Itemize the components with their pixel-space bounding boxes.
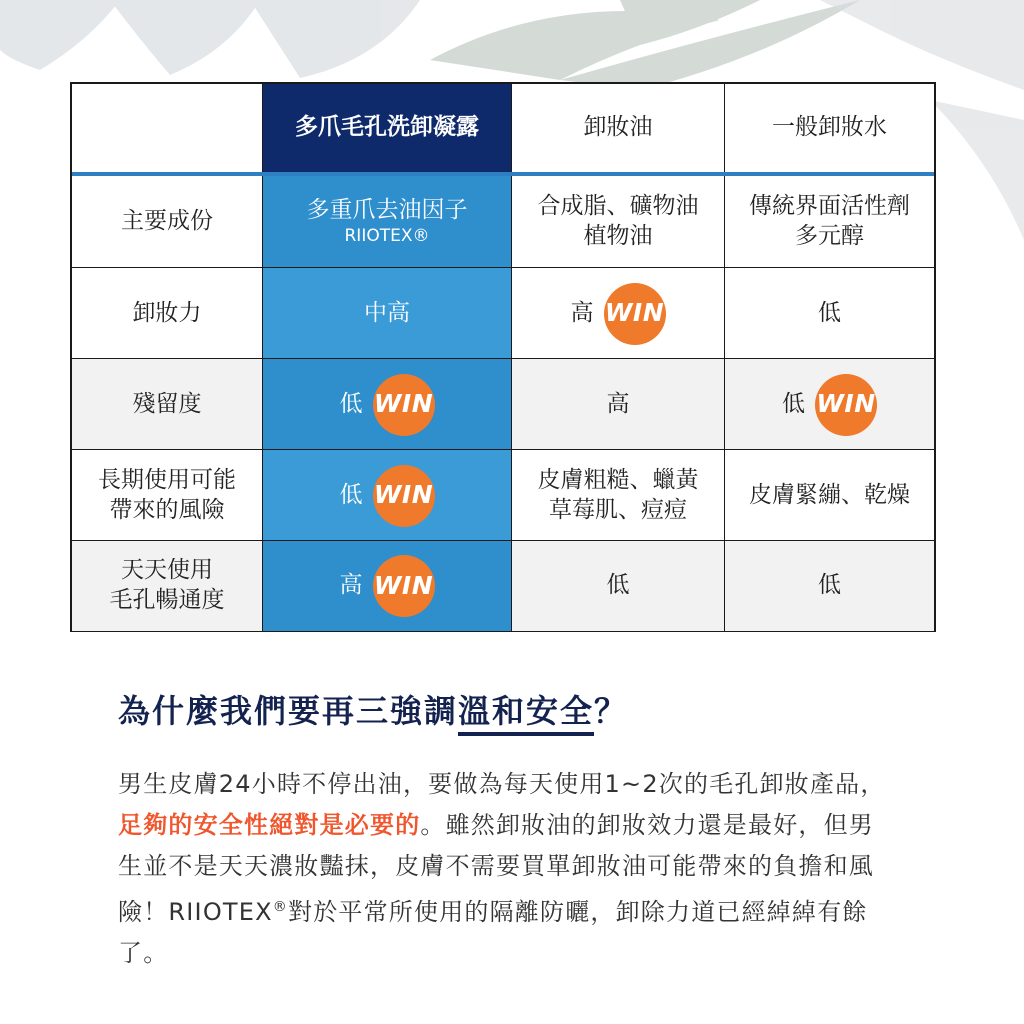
gel-value: 低 WIN — [263, 450, 512, 541]
paragraph-part1: 男生皮膚24小時不停出油，要做為每天使用1~2次的毛孔卸妝產品， — [118, 770, 886, 798]
paragraph-highlight: 足夠的安全性絕對是必要的 — [118, 811, 421, 839]
win-badge: WIN — [815, 374, 877, 436]
row-label: 卸妝力 — [72, 268, 263, 359]
paragraph-part3: 對於平常所使用的隔離防曬，卸除力道已經綽綽有餘了。 — [118, 898, 868, 967]
row-label: 天天使用 毛孔暢通度 — [72, 541, 263, 631]
water-value: 低 — [725, 541, 934, 631]
paragraph-part2: 。雖然卸妝油的卸妝效力還是最好，但男生並不是天天濃妝豔抹，皮膚不需要買單卸妝油可能帶來的負擔和風險！RIIOTEX — [118, 811, 875, 926]
heading-prefix: 為什麼我們要再三強調 — [118, 692, 459, 730]
row-label: 殘留度 — [72, 359, 263, 450]
header-micellar-water: 一般卸妝水 — [772, 114, 887, 141]
gel-value: 高 WIN — [263, 541, 512, 631]
table-row — [72, 358, 934, 450]
win-badge: WIN — [373, 465, 435, 527]
row-label: 主要成份 — [72, 176, 263, 267]
registered-mark: ® — [272, 899, 288, 915]
heading-emphasis: 溫和安全 — [458, 692, 594, 736]
heading-suffix: ？ — [594, 692, 629, 730]
header-product-gel: 多爪毛孔洗卸凝露 — [263, 84, 512, 172]
table-row — [72, 540, 934, 631]
section-heading — [118, 686, 628, 732]
win-badge: WIN — [604, 283, 666, 345]
water-value: 傳統界面活性劑 多元醇 — [749, 192, 910, 249]
gel-value: 低 WIN — [263, 359, 512, 450]
table-row — [72, 449, 934, 541]
water-value: 低 WIN — [725, 359, 934, 450]
oil-value: 合成脂、礦物油 植物油 — [512, 176, 725, 267]
water-value: 低 — [818, 299, 841, 326]
win-badge: WIN — [373, 555, 435, 617]
comparison-table — [70, 82, 936, 632]
body-paragraph — [118, 764, 898, 974]
gel-value: 中高 — [263, 268, 512, 359]
oil-value: 皮膚粗糙、蠟黃 草莓肌、痘痘 — [512, 450, 725, 541]
oil-value: 高 WIN — [512, 268, 725, 359]
oil-value: 高 — [512, 359, 725, 450]
header-empty-cell — [72, 84, 263, 172]
header-cleansing-oil: 卸妝油 — [512, 84, 725, 172]
table-header-row — [72, 84, 934, 172]
table-row — [72, 267, 934, 359]
table-row — [72, 176, 934, 267]
win-badge: WIN — [373, 374, 435, 436]
row-label: 長期使用可能 帶來的風險 — [72, 450, 263, 541]
gel-value: 多重爪去油因子 RIIOTEX® — [263, 176, 512, 267]
oil-value: 低 — [512, 541, 725, 631]
water-value: 皮膚緊繃、乾燥 — [749, 481, 910, 508]
